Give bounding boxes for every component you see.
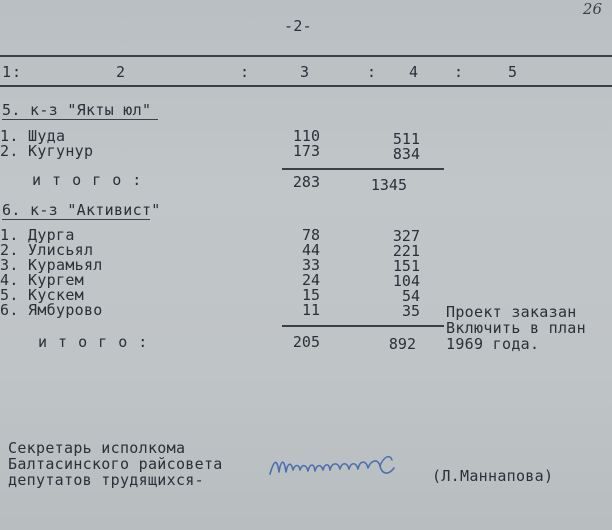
total-c3: 205 xyxy=(292,333,320,351)
row-c4: 221 xyxy=(392,242,420,260)
row-c3: 173 xyxy=(292,142,320,160)
column-separator: : xyxy=(367,63,377,81)
header-top-rule xyxy=(0,55,612,57)
row-name: 3. Курамьял xyxy=(0,256,103,274)
row-c4: 35 xyxy=(401,302,420,320)
row-c3: 110 xyxy=(292,127,320,145)
row-c4: 327 xyxy=(392,227,420,245)
row-c3: 24 xyxy=(301,271,320,289)
column-number: 2 xyxy=(116,63,126,81)
signatory-line: Секретарь исполкома xyxy=(8,439,186,457)
row-name: 5. Кускем xyxy=(0,286,84,304)
column-number: 4 xyxy=(409,63,419,81)
row-c4: 511 xyxy=(392,130,420,148)
header-bottom-rule xyxy=(0,85,612,87)
column-separator: : xyxy=(454,63,464,81)
total-rule xyxy=(282,325,444,327)
row-c3: 44 xyxy=(301,241,320,259)
column-separator: : xyxy=(12,63,22,81)
signatory-name: (Л.Маннапова) xyxy=(432,467,554,485)
signatory-line: Балтасинского райсовета xyxy=(8,455,223,473)
remark-line: 1969 года. xyxy=(446,335,540,353)
row-c4: 834 xyxy=(392,145,420,163)
total-c3: 283 xyxy=(292,173,320,191)
total-label: и т о г о : xyxy=(32,171,143,189)
signatory-line: депутатов трудящихся- xyxy=(8,471,204,489)
column-number: 3 xyxy=(300,63,310,81)
row-c3: 78 xyxy=(301,226,320,244)
total-c4: 892 xyxy=(388,335,416,353)
handwritten-signature xyxy=(268,450,402,486)
row-name: 1. Дурга xyxy=(0,226,75,244)
section-title: 5. к-з "Якты юл" xyxy=(2,101,152,119)
column-number: 1 xyxy=(2,63,12,81)
remark-line: Включить в план xyxy=(446,319,586,337)
row-name: 6. Ямбурово xyxy=(0,301,103,319)
row-c3: 11 xyxy=(301,301,320,319)
row-name: 2. Кугунур xyxy=(0,142,94,160)
column-separator: : xyxy=(240,63,250,81)
column-number: 5 xyxy=(508,63,518,81)
row-name: 1. Шуда xyxy=(0,127,66,145)
total-rule xyxy=(282,168,444,170)
archive-page-mark: 26 xyxy=(582,0,602,18)
section-title-underline xyxy=(2,219,150,220)
row-c4: 104 xyxy=(392,272,420,290)
row-c4: 151 xyxy=(392,257,420,275)
total-label: и т о г о : xyxy=(38,333,149,351)
row-c3: 33 xyxy=(301,256,320,274)
remark-line: Проект заказан xyxy=(446,303,577,321)
section-title: 6. к-з "Активист" xyxy=(2,201,161,219)
total-c4: 1345 xyxy=(370,176,407,194)
row-c4: 54 xyxy=(401,287,420,305)
row-name: 4. Кургем xyxy=(0,271,84,289)
section-title-underline xyxy=(2,119,158,120)
page-number: -2- xyxy=(284,17,312,35)
row-c3: 15 xyxy=(301,286,320,304)
row-name: 2. Улисьял xyxy=(0,241,94,259)
